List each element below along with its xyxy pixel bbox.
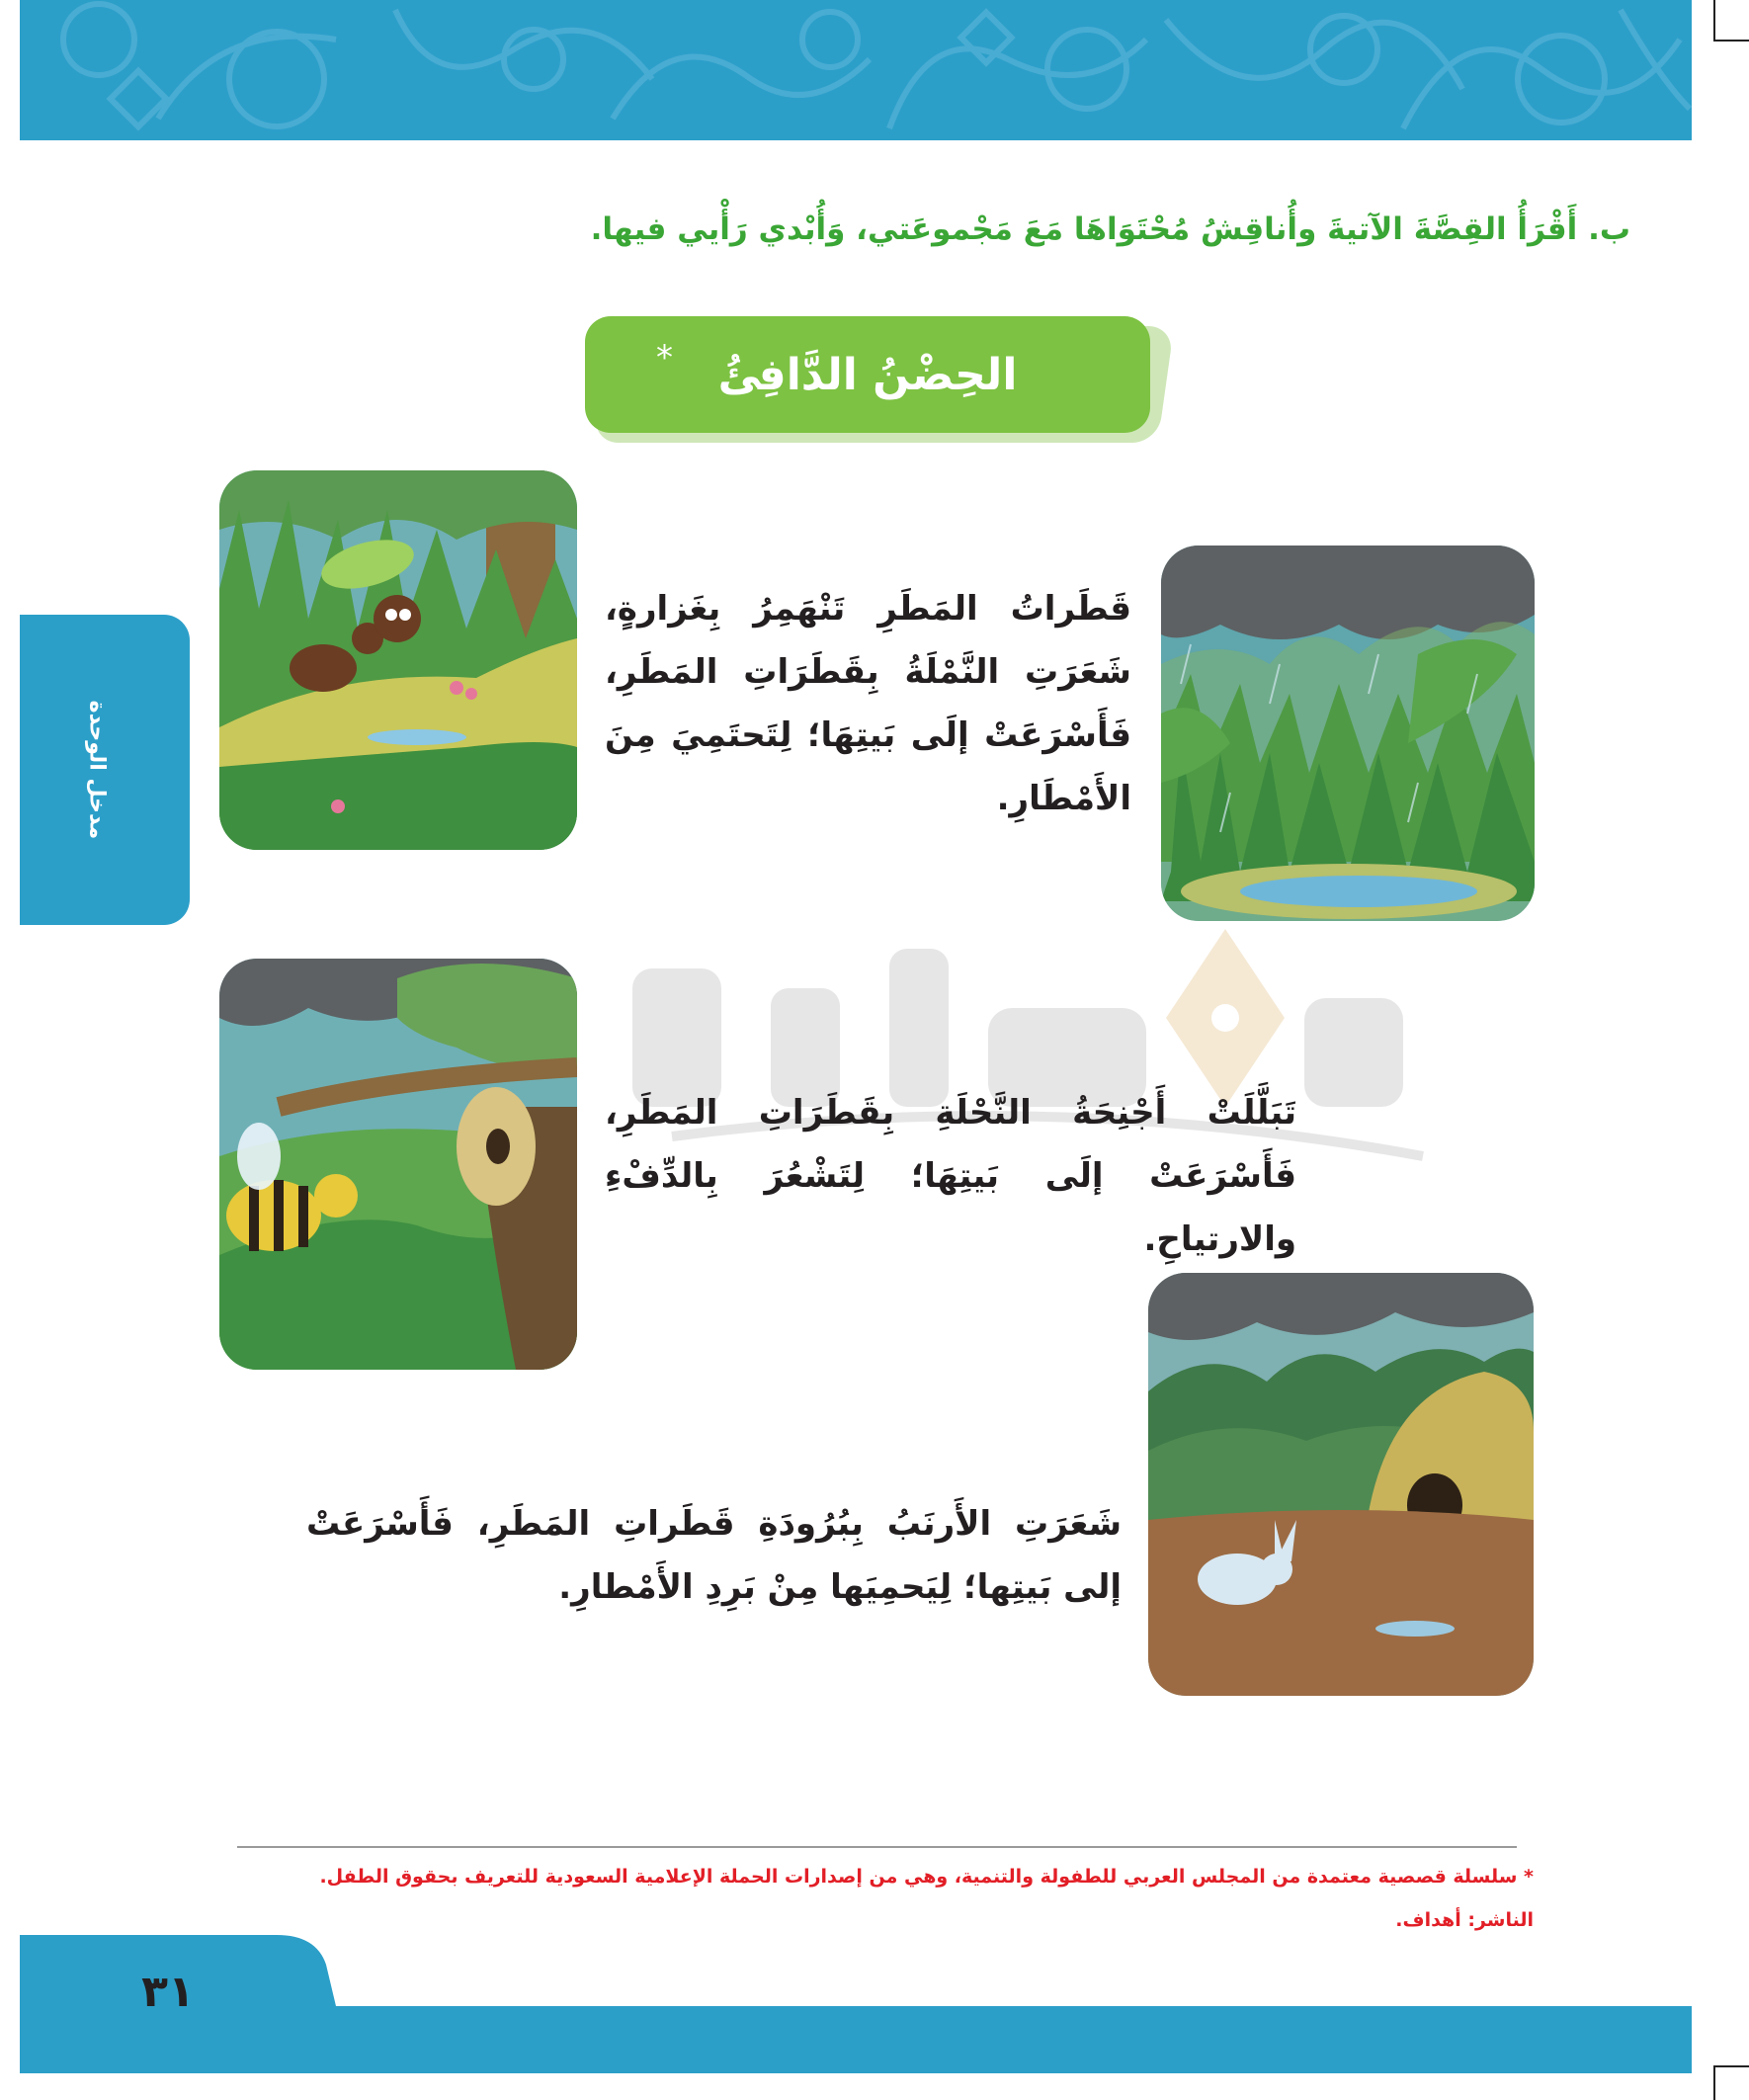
footnote-source: * سلسلة قصصية معتمدة من المجلس العربي للطفولة والتنمية، وهي من إصدارات الحملة الإعلامية السعودية للتعريف بحقوق الطفل.: [319, 1866, 1534, 1888]
story-title-box: [585, 316, 1150, 433]
activity-instruction: ب. أَقْرَأُ القِصَّةَ الآتيةَ وأُناقِشُ مُحْتَوَاهَا مَعَ مَجْموعَتي، وَأُبْدي رَأْيي فيها.: [590, 211, 1630, 247]
illustration-bee-and-hive: [219, 959, 577, 1370]
side-tab-label: مدخل الوحدة: [84, 700, 110, 840]
footnote-publisher: الناشر: أهداف.: [1395, 1909, 1534, 1931]
footnote-rule: [237, 1846, 1517, 1848]
crop-mark: [1715, 40, 1749, 42]
unit-side-tab: [20, 615, 190, 925]
story-paragraph-rabbit: شَعَرَتِ الأَرنَبُ بِبُرُودَةِ قَطَراتِ المَطَرِ، فَأَسْرَعَتْ إلى بَيتِها؛ لِيَحمِيَها مِنْ بَرِدِ الأَمْطارِ.: [306, 1504, 1122, 1607]
story-title: الحِضْنُ الدَّافِئُ: [717, 349, 1018, 400]
footer-band: [0, 1935, 1692, 2073]
story-paragraph-ant: قَطَراتُ المَطَرِ تَنْهَمِرُ بِغَزارةٍ، شَعَرَتِ النَّمْلَةُ بِقَطَرَاتِ المَطَرِ، فَأَسْرَعَتْ إلَى بَيتِهَا؛ لِتَحتَمِيَ مِنَ الأَمْطَارِ.: [605, 589, 1131, 818]
header-calligraphy-pattern: [20, 0, 1692, 140]
crop-mark: [1715, 2065, 1749, 2067]
illustration-rabbit-and-burrow: [1148, 1273, 1534, 1696]
crop-mark: [1713, 0, 1715, 42]
header-band: [20, 0, 1692, 140]
title-footnote-marker: *: [656, 338, 673, 378]
page-number: ٣١: [141, 1967, 195, 2017]
story-paragraph-bee: تَبَلَّلَتْ أَجْنِحَةُ النَّحْلَةِ بِقَطَرَاتِ المَطَرِ، فَأَسْرَعَتْ إلَى بَيتِهَا؛ لِتَشْعُرَ بِالدِّفْءِ والارتياحِ.: [605, 1093, 1296, 1259]
illustration-rain-field: [1161, 546, 1535, 921]
crop-mark: [1713, 2065, 1715, 2100]
illustration-ant-with-leaf: [219, 470, 577, 850]
